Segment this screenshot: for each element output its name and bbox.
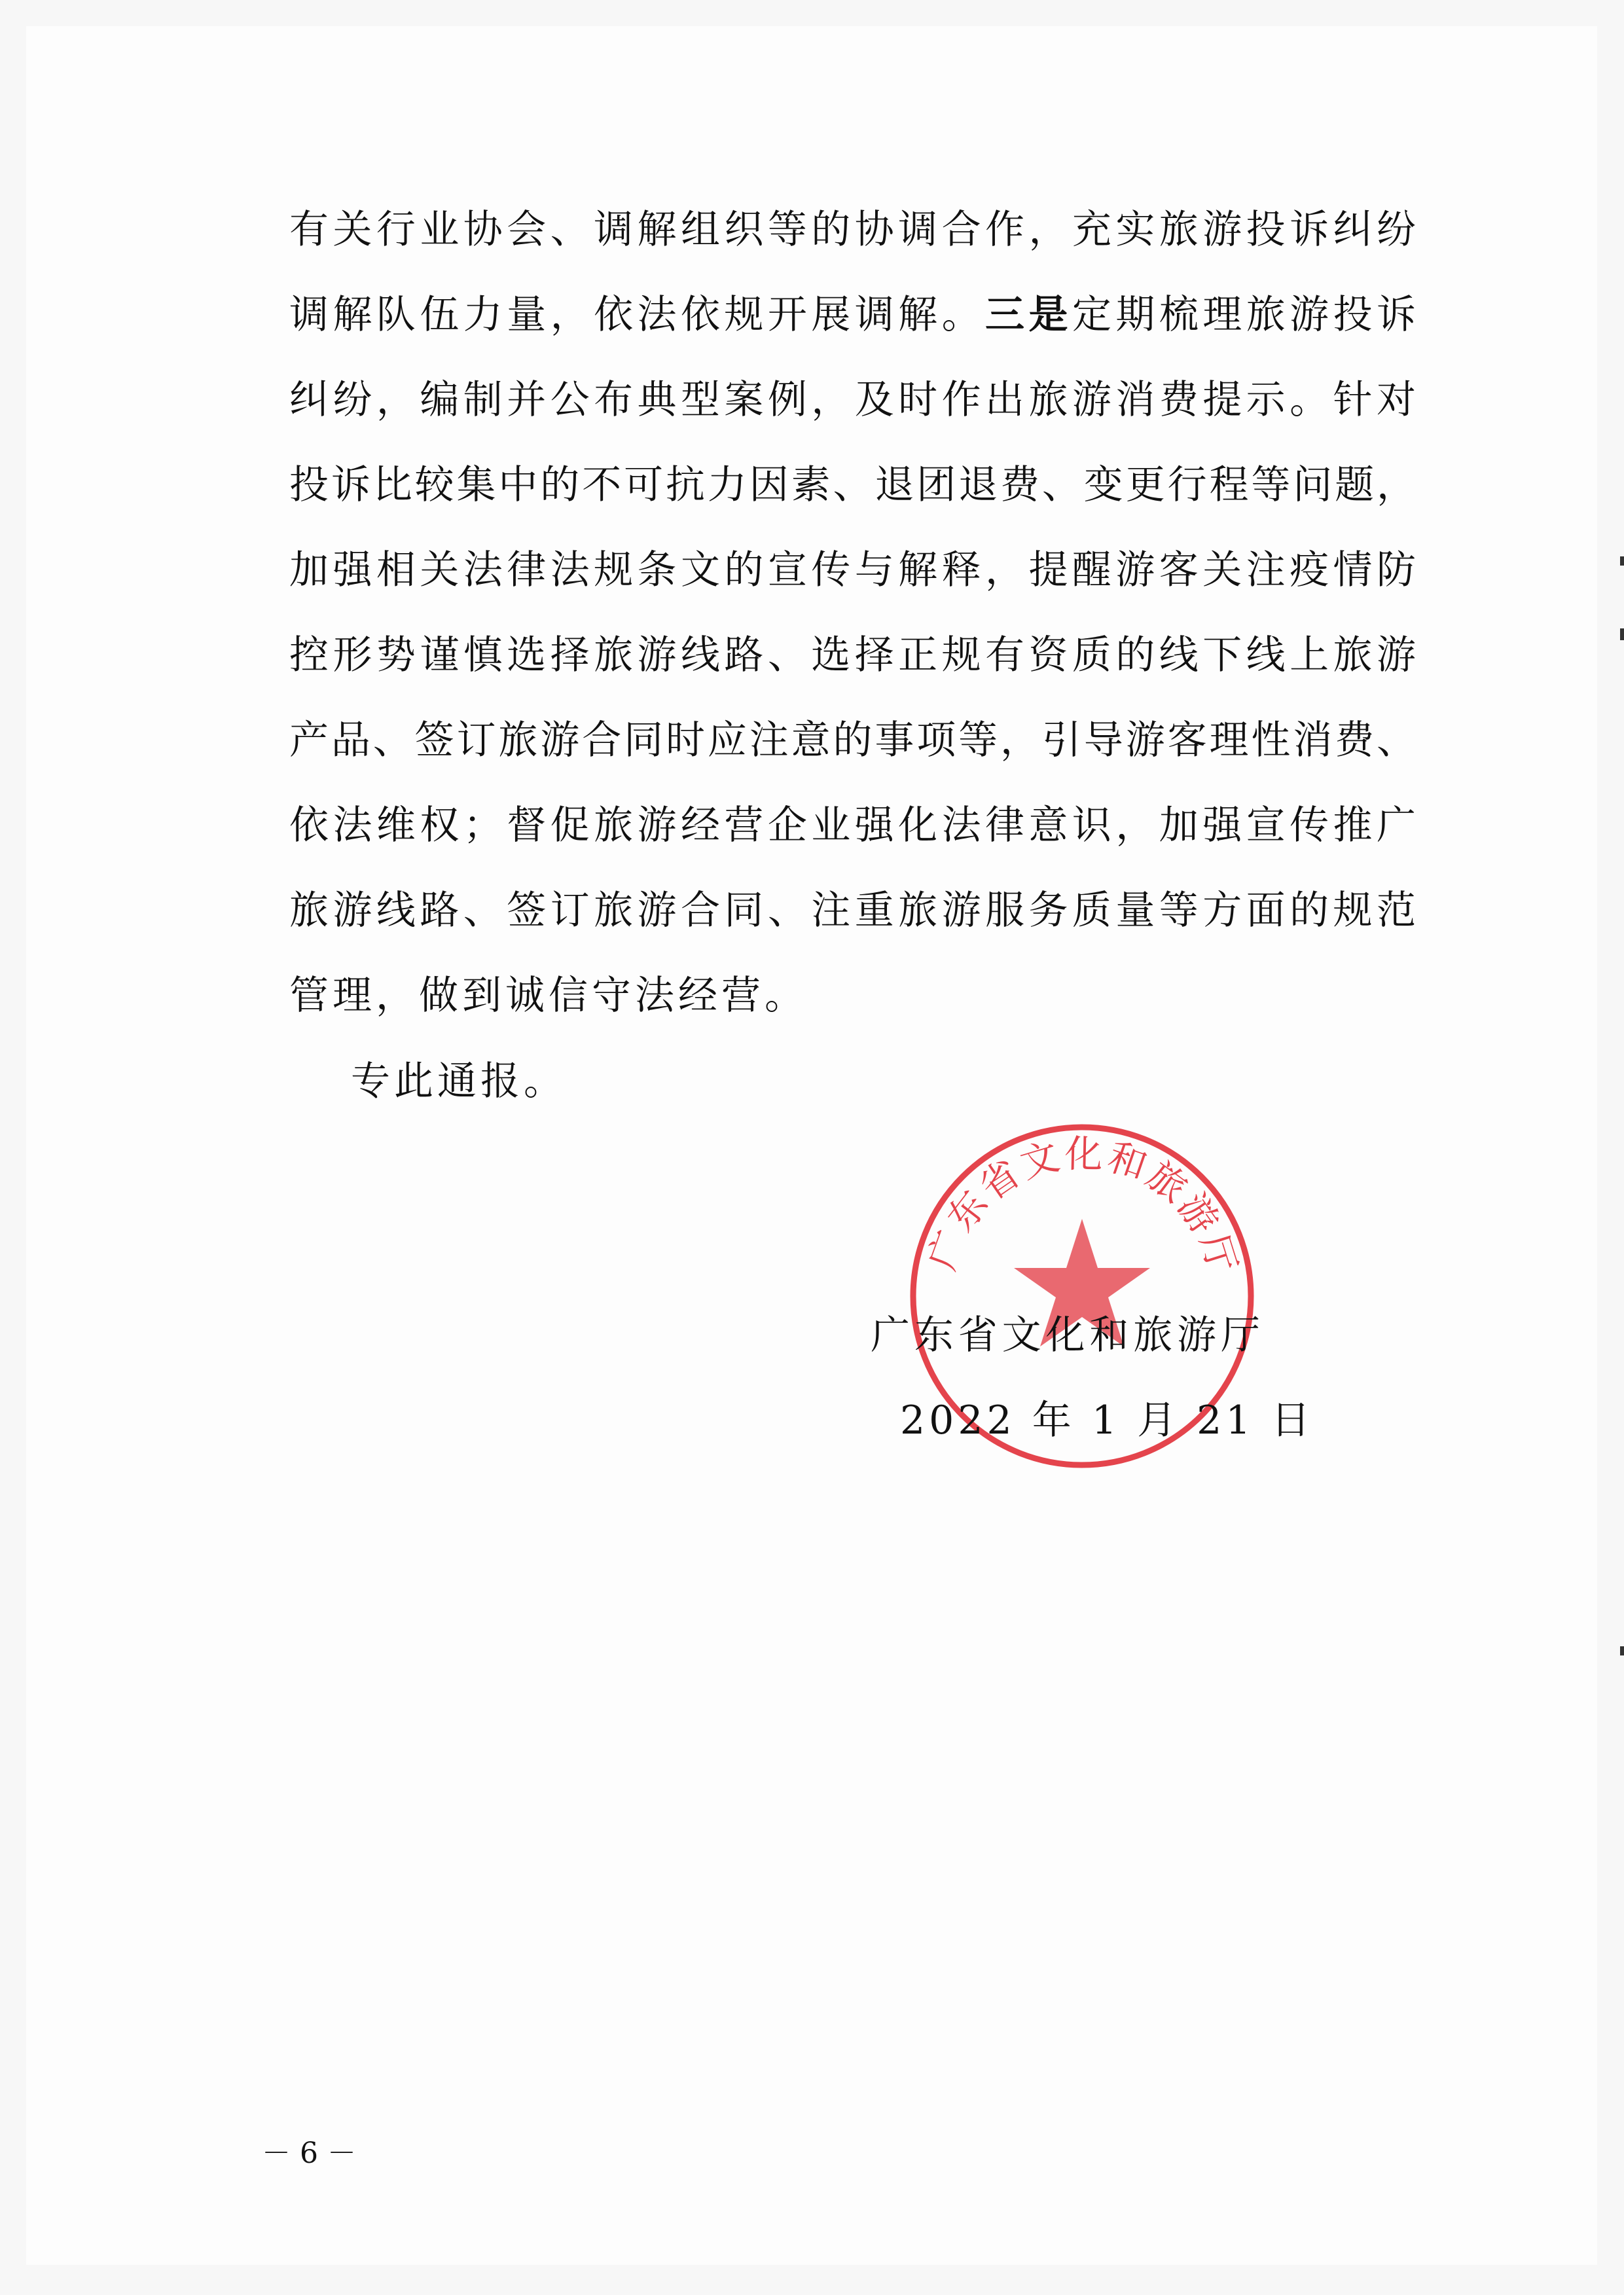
body-line-4: 投诉比较集中的不可抗力因素、退团退费、变更行程等问题，	[289, 462, 1416, 508]
document-page	[26, 26, 1597, 2265]
body-line-8: 依法维权；督促旅游经营企业强化法律意识，加强宣传推广	[289, 803, 1416, 848]
closing-text: 专此通报。	[351, 1058, 567, 1104]
scan-mark	[1620, 556, 1624, 566]
emphasis-san-shi: 三是	[985, 292, 1072, 338]
body-line-1: 有关行业协会、调解组织等的协调合作，充实旅游投诉纠纷	[289, 207, 1416, 253]
scan-mark	[1620, 628, 1624, 640]
line-2-text-a: 调解队伍力量，依法依规开展调解。	[289, 292, 986, 338]
signature-organization: 广东省文化和旅游厅	[871, 1312, 1260, 1358]
body-line-7: 产品、签订旅游合同时应注意的事项等，引导游客理性消费、	[289, 717, 1416, 763]
body-line-10: 管理，做到诚信守法经营。	[289, 973, 808, 1019]
page-number: － 6 －	[262, 2137, 356, 2170]
body-line-3: 纠纷，编制并公布典型案例，及时作出旅游消费提示。针对	[289, 377, 1416, 423]
scan-mark	[1620, 1646, 1624, 1655]
seal-lettering: 广东省文化和旅游厅	[919, 1131, 1246, 1281]
line-2-text-b: 定期梳理旅游投诉	[1072, 292, 1416, 338]
body-line-2	[289, 272, 1416, 357]
signature-date: 2022 年 1 月 21 日	[900, 1398, 1314, 1443]
body-line-6: 控形势谨慎选择旅游线路、选择正规有资质的线下线上旅游	[289, 632, 1416, 678]
body-line-5: 加强相关法律法规条文的宣传与解释，提醒游客关注疫情防	[289, 547, 1416, 593]
body-line-9: 旅游线路、签订旅游合同、注重旅游服务质量等方面的规范	[289, 888, 1416, 933]
